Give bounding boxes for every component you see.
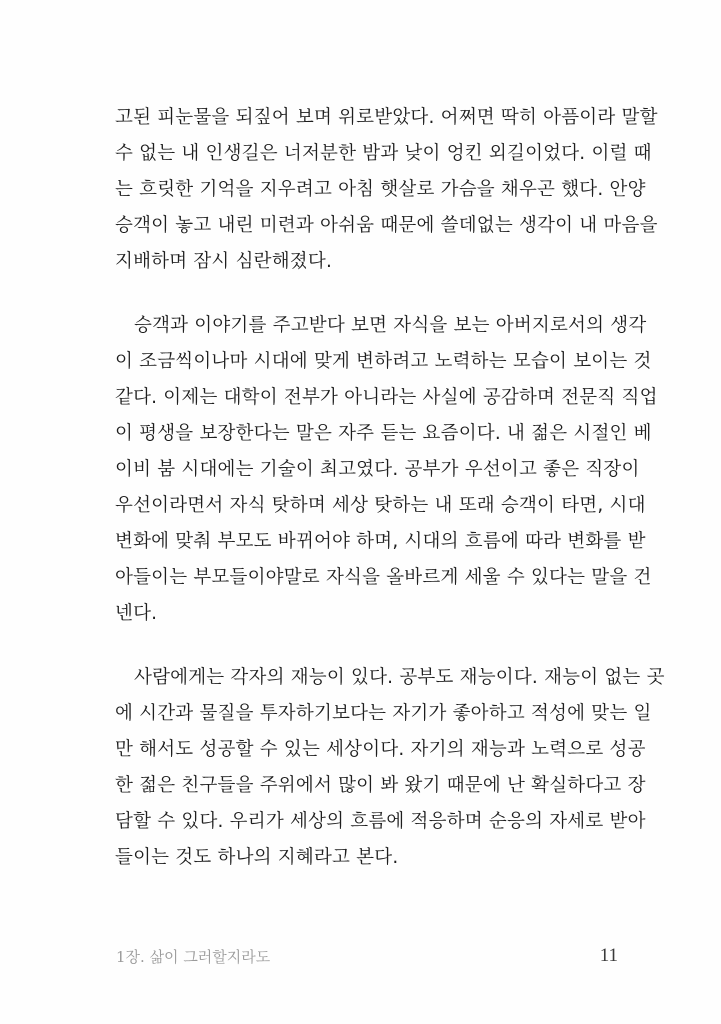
- text-line: 넨다.: [115, 603, 158, 624]
- running-footer-chapter-title: 1장. 삶이 그러할지라도: [116, 948, 271, 966]
- text-line: 우선이라면서 자식 탓하며 세상 탓하는 내 또래 승객이 타면, 시대: [115, 495, 646, 516]
- text-line: 담할 수 있다. 우리가 세상의 흐름에 적응하며 순응의 자세로 받아: [115, 811, 646, 832]
- text-line: 는 흐릿한 기억을 지우려고 아침 햇살로 가슴을 채우곤 했다. 안양: [115, 179, 646, 200]
- text-line: 이 조금씩이나마 시대에 맞게 변하려고 노력하는 모습이 보이는 것: [115, 351, 652, 372]
- text-line: 고된 피눈물을 되짚어 보며 위로받았다. 어쩌면 딱히 아픔이라 말할: [115, 107, 658, 128]
- text-line: 들이는 것도 하나의 지혜라고 본다.: [115, 847, 399, 868]
- text-line: 이 평생을 보장한다는 말은 자주 듣는 요즘이다. 내 젊은 시절인 베: [115, 423, 652, 444]
- page-number: 11: [599, 945, 618, 966]
- body-text: [115, 100, 665, 904]
- text-line: 이비 붐 시대에는 기술이 최고였다. 공부가 우선이고 좋은 직장이: [115, 459, 640, 480]
- text-line: 사람에게는 각자의 재능이 있다. 공부도 재능이다. 재능이 없는 곳: [134, 667, 665, 688]
- text-line: 같다. 이제는 대학이 전부가 아니라는 사실에 공감하며 전문직 직업: [115, 387, 658, 408]
- text-line: 수 없는 내 인생길은 너저분한 밤과 낮이 엉킨 외길이었다. 이럴 때: [115, 143, 652, 164]
- paragraph-1: [115, 100, 658, 280]
- text-line: 변화에 맞춰 부모도 바뀌어야 하며, 시대의 흐름에 따라 변화를 받: [115, 531, 646, 552]
- text-line: 에 시간과 물질을 투자하기보다는 자기가 좋아하고 적성에 맞는 일: [115, 703, 652, 724]
- text-line: 한 젊은 친구들을 주위에서 많이 봐 왔기 때문에 난 확실하다고 장: [115, 775, 646, 796]
- text-line: 아들이는 부모들이야말로 자식을 올바르게 세울 수 있다는 말을 건: [115, 567, 652, 588]
- text-line: 지배하며 잠시 심란해졌다.: [115, 251, 333, 272]
- text-line: 승객이 놓고 내린 미련과 아쉬움 때문에 쓸데없는 생각이 내 마음을: [115, 215, 658, 236]
- text-line: 만 해서도 성공할 수 있는 세상이다. 자기의 재능과 노력으로 성공: [115, 739, 646, 760]
- text-line: 승객과 이야기를 주고받다 보면 자식을 보는 아버지로서의 생각: [134, 315, 647, 336]
- paragraph-2: [115, 308, 658, 632]
- paragraph-3: [115, 660, 665, 876]
